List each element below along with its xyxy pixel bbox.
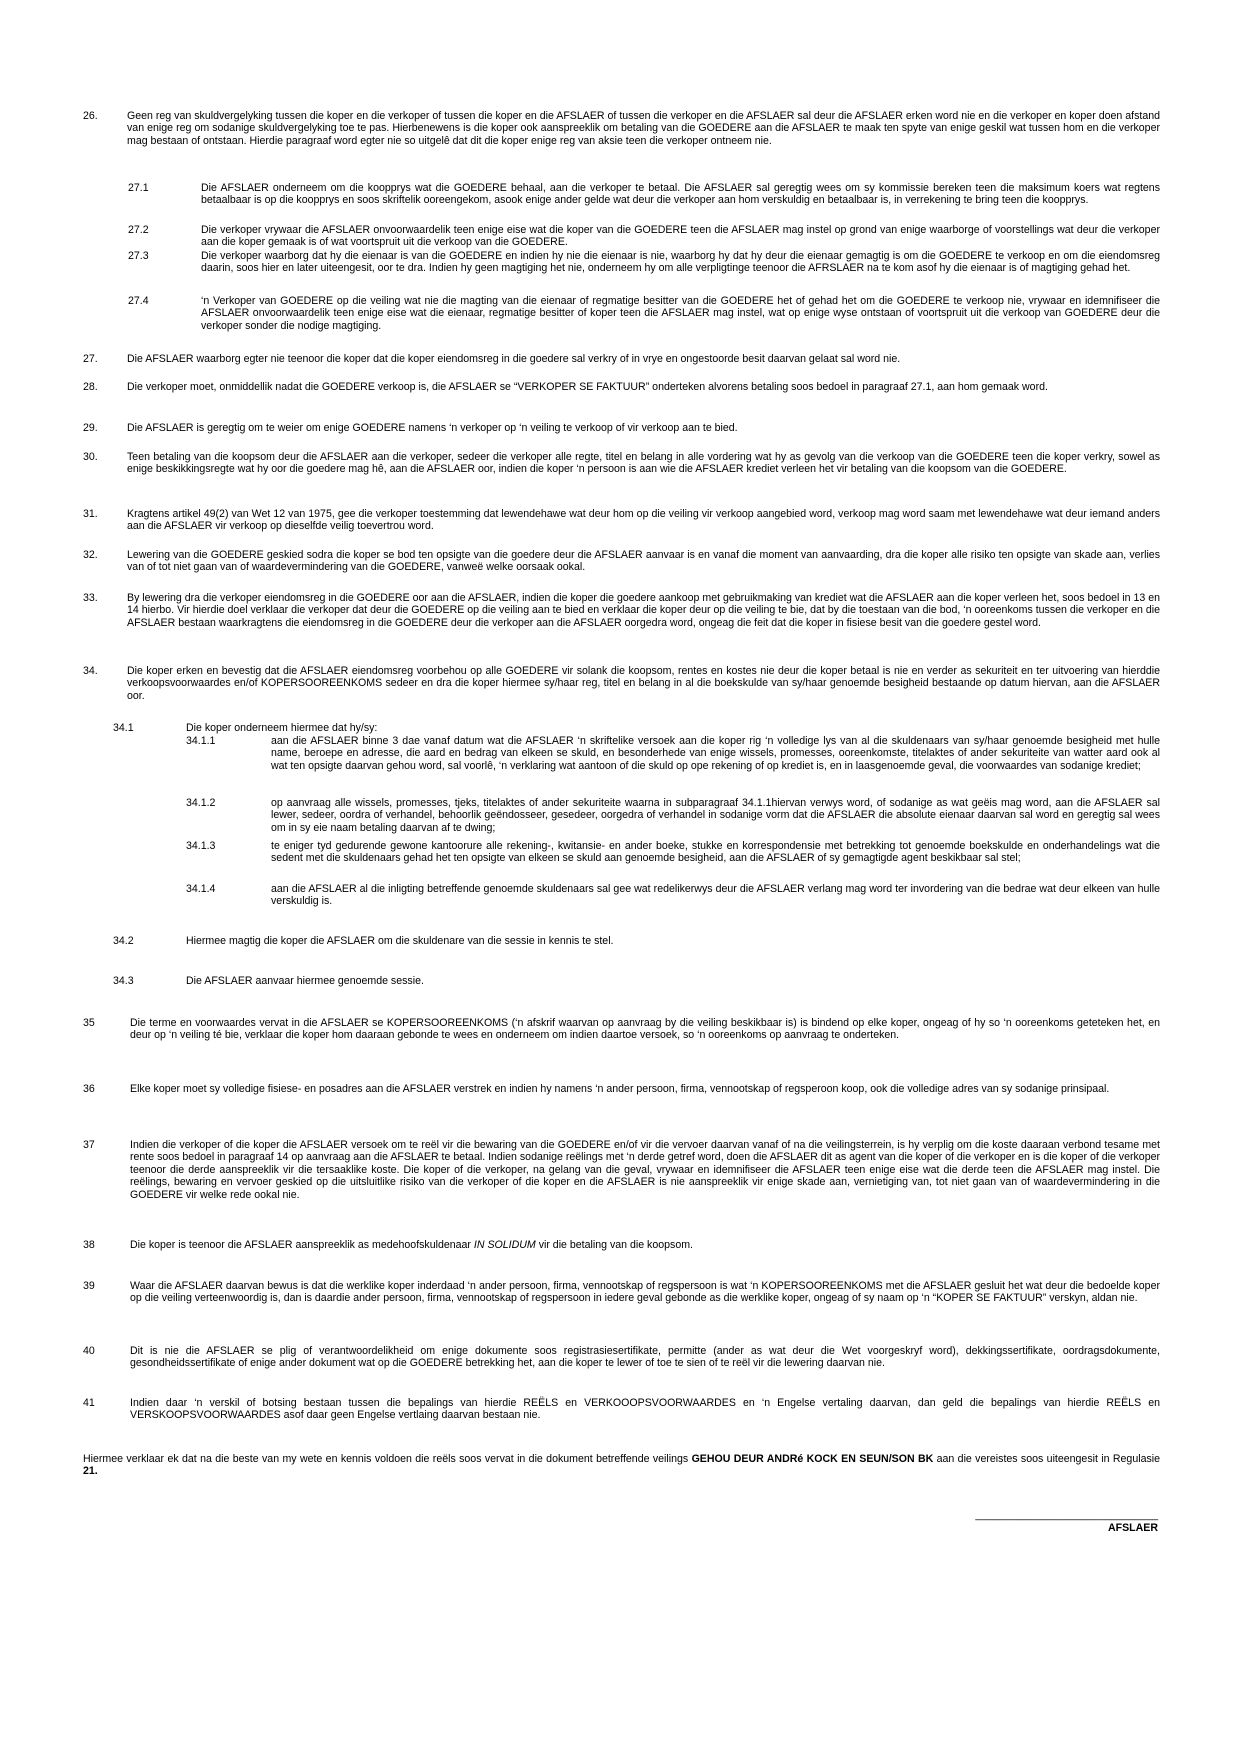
sub-subclause bbox=[186, 883, 1160, 908]
subclause-text: Hiermee magtig die koper die AFSLAER om die skuldenare van die sessie in kennis te stel. bbox=[186, 935, 614, 947]
clause-number: 30. bbox=[83, 451, 98, 463]
clause-27-2 bbox=[128, 224, 1160, 249]
clause-35 bbox=[83, 1017, 1160, 1042]
subclause-number: 27.2 bbox=[128, 224, 149, 236]
clause-number: 31. bbox=[83, 508, 98, 520]
clause-33 bbox=[83, 592, 1160, 629]
declaration-text-part: aan die vereistes soos uiteengesit in Regulasie bbox=[936, 1453, 1161, 1465]
clause-number: 33. bbox=[83, 592, 98, 604]
subclause bbox=[128, 224, 1160, 249]
subclause-number: 34.2 bbox=[113, 935, 134, 947]
clause-text: Teen betaling van die koopsom deur die AFSLAER aan die verkoper, sedeer die verkoper alle regte, titel en belang in alle vordering wat hy as gevolg van die verkoop van die GOEDERE teen die koper verkry, sowel as enige beskikkingsregte wat hy oor die goedere mag hê, aan die AFSLAER oor, indien die koper ‘n persoon is aan wie die AFSLAER krediet verleen het vir betaling van die koopsom van die GOEDERE. bbox=[127, 451, 1160, 476]
clause-number: 34. bbox=[83, 665, 98, 677]
clause-34-1-2 bbox=[186, 797, 1160, 834]
subclause-number: 27.1 bbox=[128, 182, 149, 194]
clause-number: 39 bbox=[83, 1280, 95, 1292]
clause-41 bbox=[83, 1397, 1160, 1422]
clause-number: 32. bbox=[83, 549, 98, 561]
clause-text: Die terme en voorwaardes vervat in die AFSLAER se KOPERSOOREENKOMS (‘n afskrif waarvan op aanvraag by die veiling beskikbaar is) is bindend op elke koper, ongeag of hy so ‘n ooreenkoms geteteken het, en deur op ‘n veiling té bie, verklaar die koper hom daaraan gebonde te wees en onderneem om indien daartoe versoek, so ‘n ooreenkoms op aanvraag te onderteken. bbox=[130, 1017, 1160, 1042]
subclause-number: 34.1.4 bbox=[186, 883, 216, 895]
subclause-number: 34.1.2 bbox=[186, 797, 216, 809]
clause-36 bbox=[83, 1083, 1160, 1095]
subclause-text: aan die AFSLAER al die inligting betreffende genoemde skuldenaars sal gee wat redelikerwys deur die AFSLAER verlang mag word ter invordering van die bedrae wat deur elkeen van hulle verskuldig is. bbox=[271, 883, 1160, 908]
subclause-number: 34.1.1 bbox=[186, 735, 216, 747]
clause-27-1 bbox=[128, 182, 1160, 207]
clause-26 bbox=[83, 110, 1160, 147]
clause-text-part: Die koper is teenoor die AFSLAER aanspreeklik as medehoofskuldenaar bbox=[130, 1239, 471, 1251]
clause-34-1-3 bbox=[186, 840, 1160, 865]
clause-number: 36 bbox=[83, 1083, 95, 1095]
declaration-text-part: Hiermee verklaar ek dat na die beste van my wete en kennis voldoen die reëls soos vervat in die dokument betreffende veilings bbox=[83, 1453, 689, 1465]
sub-subclause bbox=[186, 797, 1160, 834]
clause-27-3 bbox=[128, 250, 1160, 275]
clause-number: 26. bbox=[83, 110, 98, 122]
subclause bbox=[128, 182, 1160, 207]
clause-text: Dit is nie die AFSLAER se plig of verantwoordelikheid om enige dokumente soos registrasiesertifikate, permitte (ander as wat deur die Wet voorgeskryf word), dekkingssertifikate, oordragsdokumente, gesondheidssertifikate of enige ander dokument wat op die GOEDERE betrekking het, aan die koper te lewer of toe te sien of te reël vir die lewering daarvan nie. bbox=[130, 1345, 1160, 1370]
subclause-text: Die verkoper vrywaar die AFSLAER onvoorwaardelik teen enige eise wat die koper van die GOEDERE teen die AFSLAER mag instel op grond van enige waarborge of voorstellings wat deur die verkoper aan die koper gemaak is of wat voortspruit uit die verkoop van die GOEDERE. bbox=[201, 224, 1160, 249]
subclause-number: 34.1.3 bbox=[186, 840, 216, 852]
regulation-number: 21. bbox=[83, 1465, 98, 1478]
clause-number: 38 bbox=[83, 1239, 95, 1251]
clause-29 bbox=[83, 422, 1160, 434]
clause-31 bbox=[83, 508, 1160, 533]
clause-text: Waar die AFSLAER daarvan bewus is dat die werklike koper inderdaad ‘n ander persoon, firma, vennootskap of regspersoon is wat ‘n KOPERSOOREENKOMS met die AFSLAER gesluit het wat deur die bedoelde koper op die veiling verteenwoordig is, dan is daardie ander persoon, firma, vennootskap of regspersoon in iedere geval gebonde as die werklike koper, ongeag of sy naam op ‘n “KOPER SE FAKTUUR” verskyn, aldan nie. bbox=[130, 1280, 1160, 1305]
clause-number: 28. bbox=[83, 381, 98, 393]
clause-number: 41 bbox=[83, 1397, 95, 1409]
clause-40 bbox=[83, 1345, 1160, 1370]
subclause-text: ‘n Verkoper van GOEDERE op die veiling wat nie die magting van die eienaar of regmatige besitter van die GOEDERE het of gehad het om die GOEDERE te verkoop nie, vrywaar en idemnifiseer die AFSLAER onvoorwaardelik teen enige eise wat die eienaar, regmatige besitter of koper teen die AFSLAER mag instel, wat op enige wyse ontstaan of voortspruit uit die verkoop van GOEDERE deur die verkoper sonder die nodige magtiging. bbox=[201, 295, 1160, 332]
clause-text: Indien daar ‘n verskil of botsing bestaan tussen die bepalings van hierdie REËLS en VERKOOOPSVOORWAARDES en ‘n Engelse vertaling daarvan, dan geld die bepalings van hierdie REËLS en VERSKOOPSVOORWAARDES asof daar geen Engelse vertlaing daarvan bestaan nie. bbox=[130, 1397, 1160, 1422]
subclause bbox=[113, 935, 1160, 947]
declaration-text bbox=[83, 1453, 1160, 1478]
subclause-number: 34.3 bbox=[113, 975, 134, 987]
clause-32 bbox=[83, 549, 1160, 574]
subclause bbox=[113, 722, 1160, 734]
sub-subclause bbox=[186, 735, 1160, 772]
subclause-number: 34.1 bbox=[113, 722, 134, 734]
subclause-text: aan die AFSLAER binne 3 dae vanaf datum wat die AFSLAER ‘n skriftelike versoek aan die koper rig ‘n volledige lys van al die skuldenaars van sy/haar genoemde besigheid met hulle name, beroepe en adresse, die aard en bedrag van elkeen se skuld, en besonderhede van enige wissels, promesses, ooreenkomste, titelaktes of ander sekuriteite van watter aard ook al wat ten opsigte daarvan gehou word, sal voorlê, ‘n verklaring wat aantoon of die skuld op ope rekening of op krediet is, en in laasgenoemde geval, die voorwaardes van sodanige krediet; bbox=[271, 735, 1160, 772]
clause-text-part: vir die betaling van die koopsom. bbox=[538, 1239, 693, 1251]
clause-30 bbox=[83, 451, 1160, 476]
subclause-text: op aanvraag alle wissels, promesses, tjeks, titelaktes of ander sekuriteite waarna in subparagraaf 34.1.1hiervan verwys word, of sodanige as wat geëis mag word, aan die AFSLAER sal lewer, sedeer, oordra of verhandel, behoorlik geëndosseer, gesedeer, oorgedra of verhandel in sodanige vorm dat die AFSLAER die absolute eienaar daarvan sal word en geregtig sal wees om in sy eie naam betaling daarvan af te dwing; bbox=[271, 797, 1160, 834]
clause-27 bbox=[83, 353, 1160, 365]
clause-number: 40 bbox=[83, 1345, 95, 1357]
clause-text: Indien die verkoper of die koper die AFSLAER versoek om te reël vir die bewaring van die GOEDERE en/of vir die vervoer daarvan vanaf of na die veilingsterrein, is hy verplig om die koste daaraan verbond tesame met rente soos bedoel in paragraaf 14 op aanvraag aan die AFSLAER te betaal. Indien sodanige reëlings met ‘n derde getref word, doen die AFSLAER dit as agent van die koper of die verkoper en is die koper of die verkoper teenoor die derde aanspreeklik vir die tersaaklike koste. Die koper of die verkoper, na gelang van die geval, vrywaar en idemnifiseer die AFSLAER teen enige eise wat die derde teen die AFSLAER mag instel. Die reëlings, bewaring en vervoer geskied op die uitsluitlike risiko van die verkoper of die koper en die AFSLAER is nie aanspreeklik vir enige skade aan, vernietiging van, tot niet gaan van of waardevermindering in die GOEDERE vir welke rede ookal nie. bbox=[130, 1139, 1161, 1201]
clause-text bbox=[130, 1239, 1160, 1251]
clause-number: 29. bbox=[83, 422, 98, 434]
clause-number: 37 bbox=[83, 1139, 95, 1151]
subclause-text: Die AFSLAER onderneem om die koopprys wat die GOEDERE behaal, aan die verkoper te betaal. Die AFSLAER sal geregtig wees om sy kommissie bereken teen die maksimum koers wat regtens betaalbaar is op die koopprys en soos skriftelik ooreengekom, asook enige ander gelde wat deur die verkoper aan hom verskuldig en betaalbaar is, in verrekening te bring teen die koopprys. bbox=[201, 182, 1160, 207]
clause-number: 35 bbox=[83, 1017, 95, 1029]
clause-text: Die koper erken en bevestig dat die AFSLAER eiendomsreg voorbehou op alle GOEDERE vir solank die koopsom, rentes en kostes nie deur die koper betaal is nie en verder as sekuriteit en ter uitvoering van hierddie verkoopsvoorwaardes en/of KOPERSOOREENKOMS sedeer en dra die koper hiermee sy/haar reg, titel en belang in al die boekskulde van sy/haar genoemde besigheid bestaande op datum hiervan, aan die AFSLAER oor. bbox=[127, 665, 1160, 702]
italic-term: IN SOLIDUM bbox=[473, 1239, 536, 1251]
clause-34 bbox=[83, 665, 1160, 702]
clause-number: 27. bbox=[83, 353, 98, 365]
subclause-number: 27.3 bbox=[128, 250, 149, 262]
subclause bbox=[113, 975, 1160, 987]
clause-text: By lewering dra die verkoper eiendomsreg in die GOEDERE oor aan die AFSLAER, indien die koper die goedere aankoop met gebruikmaking van krediet wat die AFSLAER aan die koper verleen het, soos bedoel in 13 en 14 hierbo. Vir hierdie doel verklaar die verkoper dat deur die GOEDERE op die veiling aan te bied en verklaar die koper deur op die veiling te bie, dat by die toestaan van die bod, ‘n ooreenkoms tussen die verkoper en die AFSLAER bestaan waarkragtens die eiendomsreg in die GOEDERE deur die verkoper aan die AFSLAER oorgedra word, ongeag die feit dat die koper in fisiese besit van die goedere gestel word. bbox=[127, 592, 1160, 629]
clause-text: Geen reg van skuldvergelyking tussen die koper en die verkoper of tussen die koper en die AFSLAER of tussen die verkoper en die AFSLAER sal deur die AFSLAER erken word nie en die verkoper en koper doen afstand van enige reg om sodanige skuldvergelyking toe te pas. Hierbenewens is die koper ook aanspreeklik om betaling van die GOEDERE aan die AFSLAER te maak ten spyte van enige geskil wat tussen hom en die verkoper mag bestaan of ontstaan. Hierdie paragraaf word egter nie so uitgelê dat dit die koper enige reg van aksie teen die verkoper ontneem nie. bbox=[127, 110, 1160, 147]
clause-37 bbox=[83, 1139, 1160, 1201]
declaration bbox=[83, 1453, 1160, 1478]
clause-text: Die verkoper moet, onmiddellik nadat die GOEDERE verkoop is, die AFSLAER se “VERKOPER SE FAKTUUR” onderteken alvorens betaling soos bedoel in paragraaf 27.1, aan hom gemaak word. bbox=[127, 381, 1048, 393]
subclause-text: Die verkoper waarborg dat hy die eienaar is van die GOEDERE en indien hy nie die eienaar is nie, waarborg hy dat hy deur die eienaar gemagtig is om die GOEDERE te verkoop en om die eiendomsreg daarin, soos hier en later uiteengesit, oor te dra. Indien hy geen magtiging het nie, onderneem hy om alle verpligtinge teenoor die AFRSLAER na te kom asof hy die eienaar is of magtiging gehad het. bbox=[201, 250, 1160, 275]
subclause-text: Die koper onderneem hiermee dat hy/sy: bbox=[186, 722, 378, 734]
clause-39 bbox=[83, 1280, 1160, 1305]
clause-text: Lewering van die GOEDERE geskied sodra die koper se bod ten opsigte van die goedere deur die AFSLAER aanvaar is en vanaf die moment van aanvaarding, dra die koper alle risiko ten opsigte van skade aan, verlies van of tot niet gaan van of waardevermindering van die GOEDERE, vanweë welke oorsaak ookal. bbox=[127, 549, 1160, 574]
clause-34-3 bbox=[113, 975, 1160, 987]
clause-text: Die AFSLAER waarborg egter nie teenoor die koper dat die koper eiendomsreg in die goedere sal verkry of in vrye en ongestoorde besit daarvan gelaat sal word nie. bbox=[127, 353, 901, 365]
subclause bbox=[128, 250, 1160, 275]
clause-34-2 bbox=[113, 935, 1160, 947]
clause-text: Kragtens artikel 49(2) van Wet 12 van 1975, gee die verkoper toestemming dat lewendehawe wat deur hom op die veiling vir verkoop aangebied word, verkoop mag word saam met lewendehawe wat deur iemand anders aan die AFSLAER vir verkoop op dieselfde veilig toevertrou word. bbox=[127, 508, 1160, 533]
clause-text: Elke koper moet sy volledige fisiese- en posadres aan die AFSLAER verstrek en indien hy namens ‘n ander persoon, firma, vennootskap of regsperoon koop, ook die volledige adres van sy sodanige prinsipaal. bbox=[130, 1083, 1110, 1095]
clause-28 bbox=[83, 381, 1160, 393]
clause-34-1 bbox=[113, 722, 1160, 734]
company-name: GEHOU DEUR ANDRé KOCK EN SEUN/SON BK bbox=[691, 1453, 934, 1465]
clause-34-1-1 bbox=[186, 735, 1160, 772]
subclause-text: te eniger tyd gedurende gewone kantoorure alle rekening-, kwitansie- en ander boeke, stukke en korrespondensie met betrekking tot genoemde boekskulde en onderhandelings wat die sedent met die skuldenaars gehad het ten opsigte van elkeen se skuld aan genoemde besigheid, aan die AFSLAER of sy gemagtigde agent beskikbaar sal stel; bbox=[271, 840, 1160, 865]
sub-subclause bbox=[186, 840, 1160, 865]
subclause-text: Die AFSLAER aanvaar hiermee genoemde sessie. bbox=[186, 975, 424, 987]
signature-label: AFSLAER bbox=[1107, 1522, 1158, 1534]
subclause-number: 27.4 bbox=[128, 295, 149, 307]
clause-27-4 bbox=[128, 295, 1160, 332]
signature-line: _______________________________ bbox=[975, 1509, 1158, 1521]
subclause bbox=[128, 295, 1160, 332]
clause-34-1-4 bbox=[186, 883, 1160, 908]
clause-text: Die AFSLAER is geregtig om te weier om enige GOEDERE namens ‘n verkoper op ‘n veiling te verkoop of vir verkoop aan te bied. bbox=[127, 422, 738, 434]
clause-38 bbox=[83, 1239, 1160, 1251]
